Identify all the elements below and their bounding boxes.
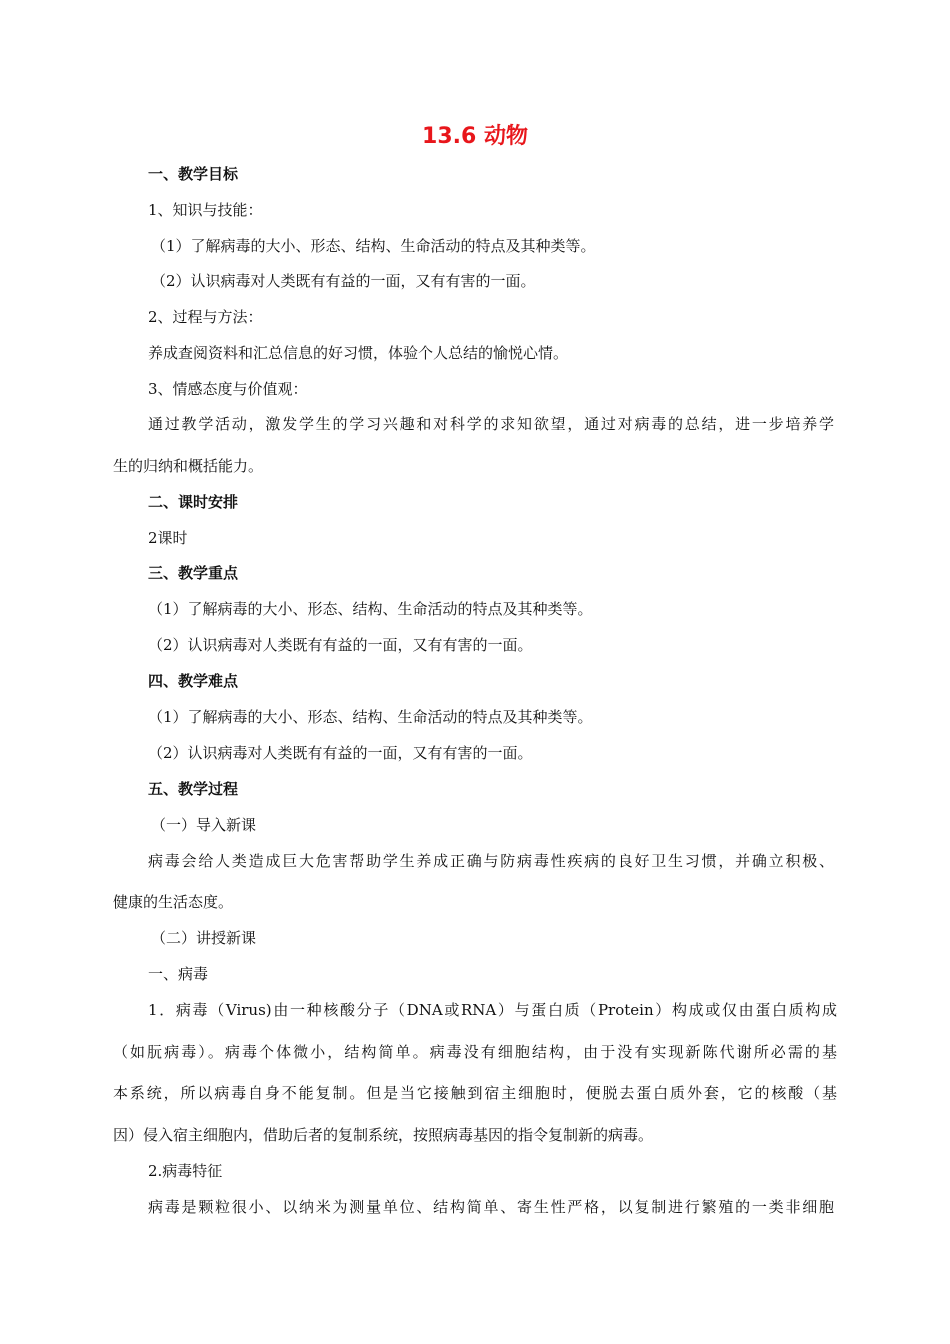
goal-item-1: （1）了解病毒的大小、形态、结构、生命活动的特点及其种类等。 [151,237,596,255]
paragraph-introduction-line-2: 健康的生活态度。 [113,893,234,911]
paragraph-virus-line-3: 本系统，所以病毒自身不能复制。但是当它接触到宿主细胞时，便脱去蛋白质外套，它的核酸（基 [113,1084,837,1102]
subheading-knowledge-skills: 1、知识与技能： [148,201,263,219]
key-point-item-1: （1）了解病毒的大小、形态、结构、生命活动的特点及其种类等。 [148,600,593,618]
section-heading-class-schedule: 二、课时安排 [148,493,239,511]
section-heading-difficulties: 四、教学难点 [148,672,239,690]
subheading-virus-features: 2.病毒特征 [148,1162,223,1180]
section-heading-teaching-process: 五、教学过程 [148,780,239,798]
subheading-attitude-values: 3、情感态度与价值观： [148,380,308,398]
subheading-new-lesson: （二）讲授新课 [151,929,257,947]
difficulty-item-1: （1）了解病毒的大小、形态、结构、生命活动的特点及其种类等。 [148,708,593,726]
paragraph-attitude-line-1: 通过教学活动，激发学生的学习兴趣和对科学的求知欲望，通过对病毒的总结，进一步培养学 [148,415,834,433]
paragraph-process-method: 养成查阅资料和汇总信息的好习惯，体验个人总结的愉悦心情。 [148,344,569,362]
subheading-process-method: 2、过程与方法： [148,308,263,326]
paragraph-virus-features-line-1: 病毒是颗粒很小、以纳米为测量单位、结构简单、寄生性严格，以复制进行繁殖的一类非细胞 [148,1198,834,1216]
difficulty-item-2: （2）认识病毒对人类既有有益的一面，又有有害的一面。 [148,744,533,762]
class-hours: 2课时 [148,529,188,547]
section-heading-teaching-goals: 一、教学目标 [148,165,239,183]
subheading-virus: 一、病毒 [148,965,209,983]
goal-item-2: （2）认识病毒对人类既有有益的一面，又有有害的一面。 [151,272,536,290]
document-title: 13.6 动物 [422,124,528,149]
section-heading-key-points: 三、教学重点 [148,564,239,582]
paragraph-attitude-line-2: 生的归纳和概括能力。 [113,457,264,475]
paragraph-virus-line-1: 1．病毒（Virus)由一种核酸分子（DNA或RNA）与蛋白质（Protein）构成或仅由蛋白质构成 [148,1001,837,1019]
subheading-introduction: （一）导入新课 [151,816,257,834]
paragraph-introduction-line-1: 病毒会给人类造成巨大危害帮助学生养成正确与防病毒性疾病的良好卫生习惯，并确立积极、 [148,852,834,870]
key-point-item-2: （2）认识病毒对人类既有有益的一面，又有有害的一面。 [148,636,533,654]
paragraph-virus-line-4: 因）侵入宿主细胞内，借助后者的复制系统，按照病毒基因的指令复制新的病毒。 [113,1126,654,1144]
paragraph-virus-line-2: （如朊病毒）。病毒个体微小，结构简单。病毒没有细胞结构，由于没有实现新陈代谢所必需的基 [113,1043,837,1061]
